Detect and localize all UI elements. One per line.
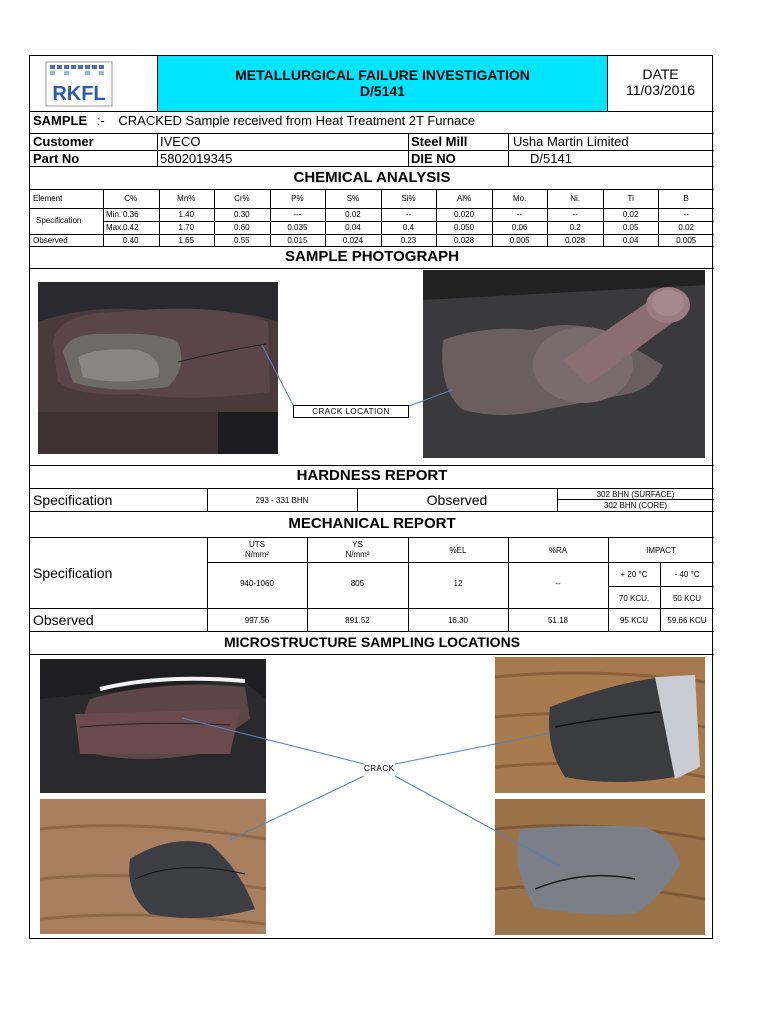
obs-el: 16.30 xyxy=(447,616,469,625)
el-header: %EL xyxy=(449,546,467,555)
chem-max-cell: 0.2 xyxy=(569,223,581,232)
chem-observed-cell: 0.015 xyxy=(287,236,308,245)
hardness-spec-label: Specification xyxy=(33,492,113,508)
chem-max-cell: 0.035 xyxy=(287,223,308,232)
steel-mill-value: Usha Martin Limited xyxy=(513,134,629,149)
obs-uts: 997.56 xyxy=(244,616,270,625)
report-frame xyxy=(29,55,713,939)
mech-spec-label: Specification xyxy=(33,565,113,581)
chem-header: P% xyxy=(291,194,304,203)
chem-observed-cell: 0.55 xyxy=(234,236,250,245)
impact-temp1: + 20 °C xyxy=(620,570,648,579)
obs-ra: 51.18 xyxy=(547,616,569,625)
mech-observed-label: Observed xyxy=(33,612,94,628)
spec-uts: 940-1060 xyxy=(240,579,274,588)
chem-observed-cell: 0.005 xyxy=(509,236,530,245)
chem-max-cell: 0.02 xyxy=(678,223,694,232)
chem-max-cell: 0.4 xyxy=(402,223,415,232)
chem-max-cell: 0.050 xyxy=(454,223,475,232)
micro-crack-label: CRACK xyxy=(364,764,395,773)
sample-sep: :- xyxy=(96,113,105,128)
chem-header: Al% xyxy=(456,194,472,203)
chem-max-cell: 0.42 xyxy=(122,223,139,232)
obs-impact2: 59.66 KCU xyxy=(667,616,707,625)
chem-header: Si% xyxy=(401,194,416,203)
chem-min-cell: 1.40 xyxy=(178,210,195,219)
impact-header: IMPACT xyxy=(646,546,676,555)
impact-temp2: - 40 °C xyxy=(674,570,700,579)
chem-min-cell: 0.36 xyxy=(122,210,139,219)
report-title: METALLURGICAL FAILURE INVESTIGATION xyxy=(235,67,530,83)
date-value: 11/03/2016 xyxy=(625,82,696,98)
chem-header: S% xyxy=(346,194,360,203)
element-label: Element xyxy=(33,194,63,203)
chem-min-cell: -- xyxy=(516,210,523,219)
report-number: D/5141 xyxy=(359,83,406,99)
mechanical-title: MECHANICAL REPORT xyxy=(288,515,456,532)
chem-header: Ni. xyxy=(570,194,581,203)
hardness-title: HARDNESS REPORT xyxy=(296,467,448,484)
crack-location-label: CRACK LOCATION xyxy=(312,407,390,416)
obs-ys: 891.52 xyxy=(345,616,370,625)
chem-observed-cell: 0.028 xyxy=(454,236,475,245)
date-label: DATE xyxy=(642,66,679,82)
pointer-lines xyxy=(30,56,714,940)
obs-impact1: 95 KCU xyxy=(619,616,648,625)
chem-header: Ti xyxy=(627,194,634,203)
chem-min-cell: 0.30 xyxy=(234,210,250,219)
uts-unit: N/mm² xyxy=(245,550,269,559)
hardness-observed-label: Observed xyxy=(426,492,488,508)
part-no-label: Part No xyxy=(33,151,80,166)
spec-ys: 805 xyxy=(350,579,365,588)
spec-el: 12 xyxy=(453,579,463,588)
chem-observed-cell: 0.40 xyxy=(122,236,139,245)
sample-description: CRACKED Sample received from Heat Treatment 2T Furnace xyxy=(118,113,476,128)
spec-impact2: 50 KCU xyxy=(672,594,701,603)
sample-label: SAMPLE xyxy=(33,113,88,128)
uts-label: UTS xyxy=(249,540,265,549)
chem-min-cell: -- xyxy=(405,210,412,219)
chem-min-cell: 0.020 xyxy=(454,210,475,219)
hardness-core: 302 BHN (CORE) xyxy=(603,501,668,510)
chem-observed-cell: 0.024 xyxy=(342,236,363,245)
chem-observed-cell: 0.04 xyxy=(622,236,639,245)
spec-label: Specification xyxy=(36,216,82,225)
chem-max-cell: 0.05 xyxy=(622,223,639,232)
chem-min-cell: 0.02 xyxy=(345,210,361,219)
die-no-label: DIE NO xyxy=(411,151,456,166)
hardness-spec-value: 293 - 331 BHN xyxy=(255,496,309,505)
chem-header: Cr% xyxy=(234,194,250,203)
chem-max-cell: 0.06 xyxy=(511,223,528,232)
chem-observed-cell: 1.65 xyxy=(178,236,195,245)
spec-impact1: 70 KCU. xyxy=(618,594,650,603)
min-label: Min. xyxy=(106,210,122,219)
chem-max-cell: 1.70 xyxy=(178,223,195,232)
chemical-title: CHEMICAL ANALYSIS xyxy=(293,169,451,186)
observed-label: Observed xyxy=(33,236,68,245)
chem-min-cell: 0.02 xyxy=(622,210,639,219)
ra-header: %RA xyxy=(548,546,568,555)
customer-label: Customer xyxy=(33,134,94,149)
chem-max-cell: 0.04 xyxy=(345,223,361,232)
ys-label: YS xyxy=(352,540,363,549)
logo-text: RKFL xyxy=(52,83,106,105)
chem-max-cell: 0.60 xyxy=(234,223,250,232)
micro-title: MICROSTRUCTURE SAMPLING LOCATIONS xyxy=(223,634,521,650)
steel-mill-label: Steel Mill xyxy=(411,134,468,149)
chem-header: Mo. xyxy=(512,194,527,203)
ys-unit: N/mm² xyxy=(345,550,370,559)
max-label: Max. xyxy=(106,223,124,232)
chem-observed-cell: 0.005 xyxy=(676,236,697,245)
spec-ra: -- xyxy=(555,579,561,588)
chem-observed-cell: 0.23 xyxy=(400,236,417,245)
chem-header: Mn% xyxy=(177,194,196,203)
chem-observed-cell: 0.028 xyxy=(565,236,586,245)
chem-min-cell: --- xyxy=(293,210,302,219)
part-no-value: 5802019345 xyxy=(160,151,233,166)
chem-header: C% xyxy=(124,194,138,203)
photo-title: SAMPLE PHOTOGRAPH xyxy=(285,248,459,265)
chem-header: B xyxy=(683,194,689,203)
customer-value: IVECO xyxy=(160,134,201,149)
chem-min-cell: -- xyxy=(683,210,689,219)
die-no-value: D/5141 xyxy=(530,151,572,166)
chem-min-cell: -- xyxy=(572,210,578,219)
hardness-surface: 302 BHN (SURFACE) xyxy=(596,490,675,499)
